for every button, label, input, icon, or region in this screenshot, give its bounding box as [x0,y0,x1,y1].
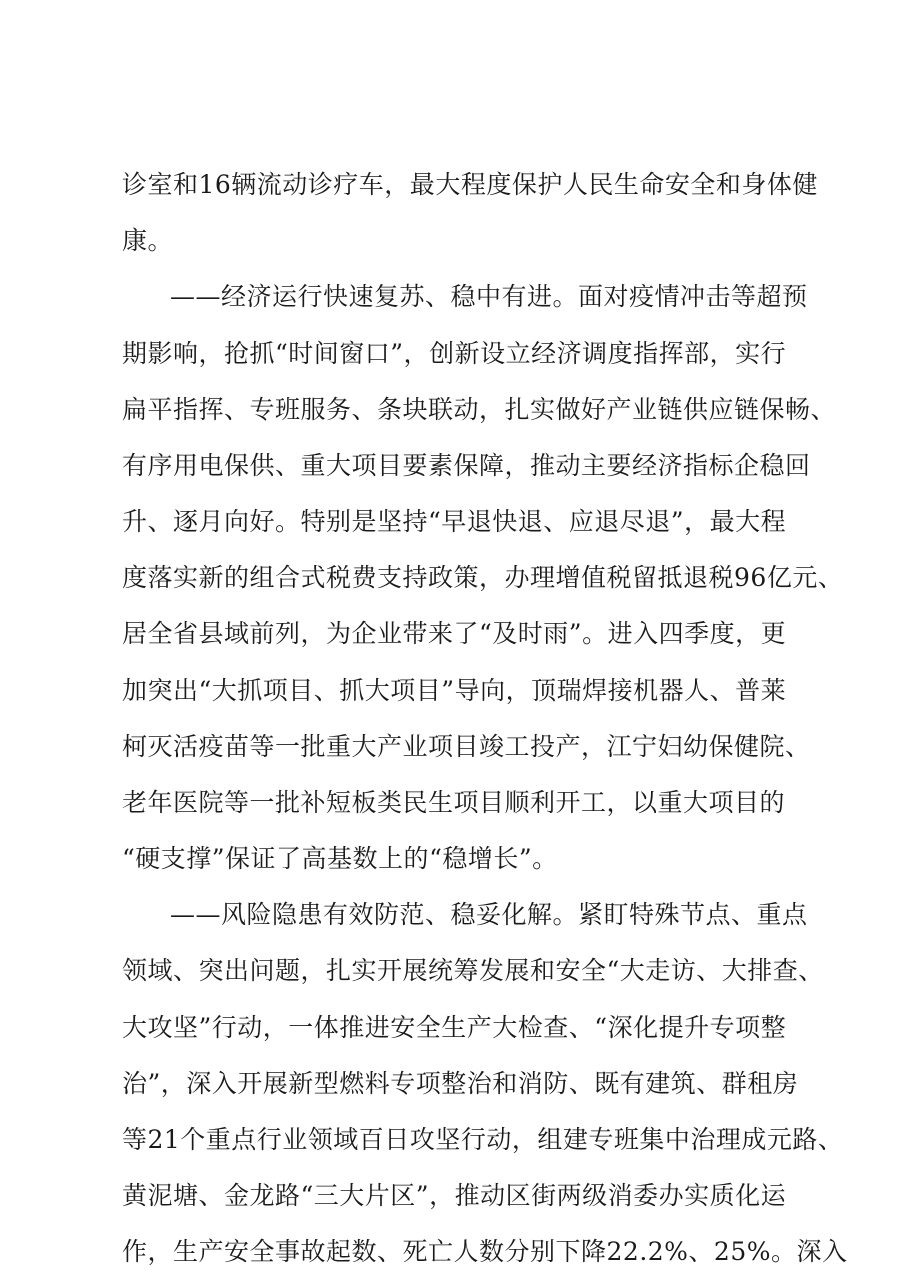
text-line: 等21个重点行业领域百日攻坚行动，组建专班集中治理成元路、 [122,1125,844,1154]
text-line: “硬支撑”保证了高基数上的“稳增长”。 [122,844,558,873]
text-line: 诊室和16辆流动诊疗车，最大程度保护人民生命安全和身体健 [122,170,818,199]
text-line: 康。 [122,226,174,255]
text-line: 柯灭活疫苗等一批重大产业项目竣工投产，江宁妇幼保健院、 [122,732,811,761]
text-line: 老年医院等一批补短板类民生项目顺利开工，以重大项目的 [122,788,786,817]
text-line: 度落实新的组合式税费支持政策，办理增值税留抵退税96亿元、 [122,563,844,592]
text-line: 期影响，抢抓“时间窗口”，创新设立经济调度指挥部，实行 [122,339,787,368]
text-line: 作，生产安全事故起数、死亡人数分别下降22.2%、25%。深入 [122,1237,848,1266]
text-line: 扁平指挥、专班服务、条块联动，扎实做好产业链供应链保畅、 [122,395,837,424]
text-line: 治”，深入开展新型燃料专项整治和消防、既有建筑、群租房 [122,1069,799,1098]
text-line: 加突出“大抓项目、抓大项目”导向，顶瑞焊接机器人、普莱 [122,676,787,705]
text-line: 居全省县域前列，为企业带来了“及时雨”。进入四季度，更 [122,619,787,648]
paragraph-start-line: ——风险隐患有效防范、稳妥化解。紧盯特殊节点、重点 [170,900,808,929]
text-line: 领域、突出问题，扎实开展统筹发展和安全“大走访、大排查、 [122,956,824,985]
text-line: 大攻坚”行动，一体推进安全生产大检查、“深化提升专项整 [122,1013,787,1042]
text-line: 黄泥塘、金龙路“三大片区”，推动区街两级消委办实质化运 [122,1181,787,1210]
text-line: 有序用电保供、重大项目要素保障，推动主要经济指标企稳回 [122,451,811,480]
paragraph-start-line: ——经济运行快速复苏、稳中有进。面对疫情冲击等超预 [170,282,808,311]
text-line: 升、逐月向好。特别是坚持“早退快退、应退尽退”，最大程 [122,507,787,536]
